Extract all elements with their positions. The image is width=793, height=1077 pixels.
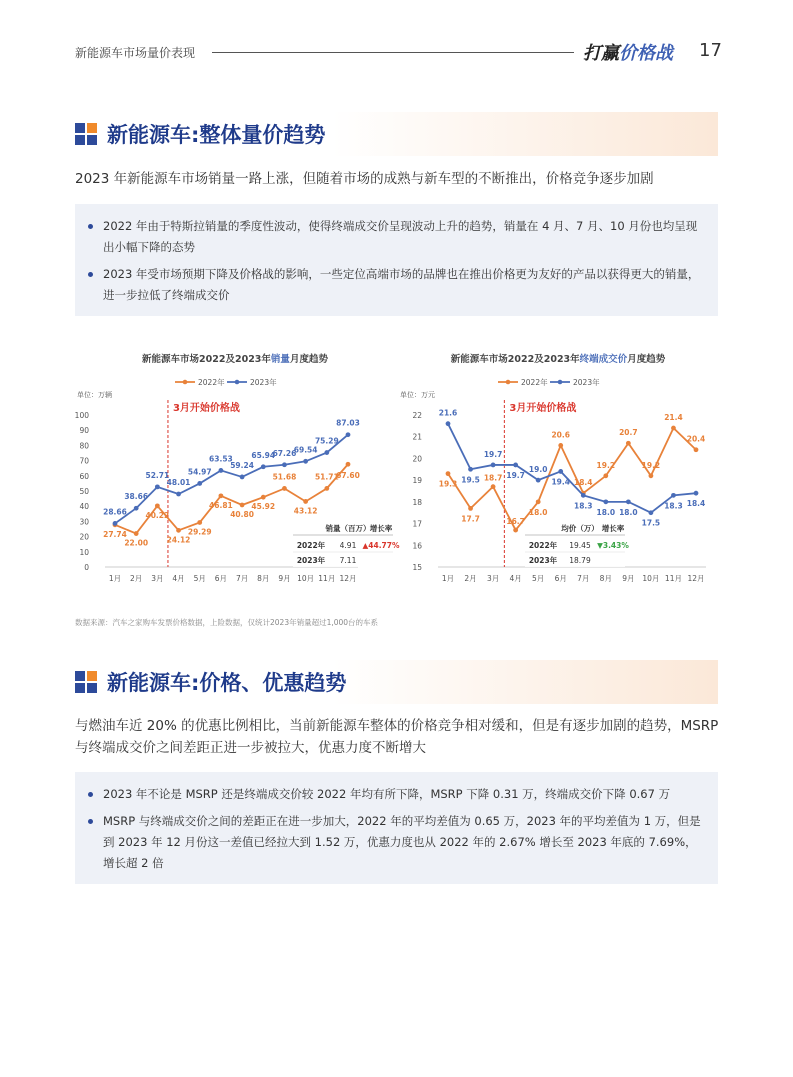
data-label: 45.92 bbox=[251, 502, 276, 512]
data-point bbox=[446, 471, 451, 476]
data-point bbox=[324, 486, 329, 491]
x-tick-label: 1月 bbox=[108, 574, 122, 583]
data-point bbox=[324, 450, 329, 455]
data-point bbox=[468, 467, 473, 472]
y-tick-label: 17 bbox=[412, 519, 422, 529]
data-point bbox=[346, 432, 351, 437]
data-point bbox=[197, 520, 202, 525]
data-point bbox=[346, 462, 351, 467]
price-war-annotation: 3月开始价格战 bbox=[172, 403, 240, 414]
data-label: 51.68 bbox=[272, 472, 297, 482]
x-tick-label: 10月 bbox=[642, 574, 660, 583]
data-label: 18.7 bbox=[483, 473, 503, 483]
axis-unit: 单位：万元 bbox=[400, 391, 435, 399]
data-label: 48.01 bbox=[166, 478, 191, 488]
y-tick-label: 70 bbox=[79, 456, 89, 466]
table-header: 增长率 bbox=[369, 524, 393, 533]
bullet-item: 2022 年由于特斯拉销量的季度性波动，使得终端成交价呈现波动上升的趋势，销量在 4 月、7 月、10 月份也均呈现出小幅下降的态势 bbox=[103, 216, 708, 258]
chart-title-highlight: 销量 bbox=[270, 354, 290, 365]
data-label: 54.97 bbox=[187, 467, 212, 477]
header-brand bbox=[583, 39, 673, 65]
data-label: 18.4 bbox=[574, 478, 593, 488]
x-tick-label: 6月 bbox=[214, 574, 228, 583]
data-label: 20.6 bbox=[551, 430, 570, 440]
x-tick-label: 8月 bbox=[257, 574, 270, 583]
y-tick-label: 60 bbox=[79, 471, 89, 481]
x-tick-label: 7月 bbox=[235, 574, 249, 583]
data-point bbox=[261, 495, 266, 500]
legend-label: 2022年 bbox=[198, 378, 225, 387]
x-tick-label: 9月 bbox=[278, 574, 291, 583]
y-tick-label: 100 bbox=[74, 411, 89, 420]
legend-label: 2023年 bbox=[250, 378, 277, 387]
data-label: 19.0 bbox=[528, 465, 548, 475]
legend-label: 2023年 bbox=[573, 378, 600, 387]
bullet-item: MSRP 与终端成交价之间的差距正在进一步加大，2022 年的平均差值为 0.65 万，2023 年的平均差值为 1 万，但是到 2023 年 12 月份这一差值已经拉大到 1.52 万，优惠力度也从 2022 年的 2.67% 增长至 2023 年底的 7.69%，增长超 2 倍 bbox=[103, 811, 708, 874]
data-point bbox=[134, 531, 139, 536]
chart-title-part: 新能源车市场2022及2023年 bbox=[142, 354, 271, 365]
data-label: 27.74 bbox=[103, 529, 127, 539]
data-point bbox=[155, 503, 160, 508]
data-point bbox=[176, 492, 181, 497]
y-tick-label: 18 bbox=[412, 497, 422, 507]
data-label: 52.71 bbox=[145, 470, 170, 480]
data-point bbox=[219, 493, 224, 498]
table-header: 增长率 bbox=[601, 524, 625, 533]
legend-marker bbox=[183, 380, 188, 385]
y-tick-label: 16 bbox=[412, 541, 422, 551]
data-point bbox=[113, 521, 118, 526]
data-label: 20.7 bbox=[619, 428, 638, 438]
sales-chart bbox=[74, 340, 400, 590]
data-label: 19.2 bbox=[596, 460, 616, 470]
data-label: 69.54 bbox=[293, 445, 318, 455]
data-point bbox=[491, 463, 496, 468]
data-point bbox=[649, 510, 654, 515]
data-label: 87.03 bbox=[336, 418, 360, 428]
data-label: 24.12 bbox=[166, 535, 191, 545]
data-label: 65.94 bbox=[251, 450, 276, 460]
data-point bbox=[513, 463, 518, 468]
table-cell: 2023年 bbox=[528, 556, 558, 565]
x-tick-label: 3月 bbox=[151, 574, 164, 583]
bullet-box-2 bbox=[75, 772, 718, 884]
chart-title-part: 新能源车市场2022及2023年 bbox=[450, 354, 580, 365]
y-tick-label: 10 bbox=[79, 547, 89, 557]
data-point bbox=[240, 475, 245, 480]
y-tick-label: 40 bbox=[79, 502, 89, 512]
bullet-box-1 bbox=[75, 204, 718, 316]
data-point bbox=[468, 506, 473, 511]
data-label: 18.3 bbox=[664, 501, 683, 511]
data-label: 75.29 bbox=[314, 436, 339, 446]
data-label: 51.71 bbox=[314, 472, 339, 482]
brand-part-b: 价格战 bbox=[619, 43, 673, 64]
data-label: 28.66 bbox=[103, 507, 127, 517]
x-tick-label: 12月 bbox=[687, 574, 705, 583]
data-point bbox=[197, 481, 202, 486]
table-cell: 2023年 bbox=[296, 556, 326, 565]
data-point bbox=[240, 503, 245, 508]
data-point bbox=[694, 491, 699, 496]
x-tick-label: 6月 bbox=[554, 574, 567, 583]
data-point bbox=[536, 478, 541, 483]
bullet-item: 2023 年受市场预期下降及价格战的影响，一些定位高端市场的品牌也在推出价格更为友好的产品以获得更大的销量，进一步拉低了终端成交价 bbox=[103, 264, 708, 306]
data-label: 40.80 bbox=[230, 509, 254, 519]
x-tick-label: 5月 bbox=[193, 574, 206, 583]
table-cell: ▼3.43% bbox=[597, 541, 629, 550]
y-tick-label: 0 bbox=[84, 563, 89, 572]
data-point bbox=[282, 486, 287, 491]
x-tick-label: 4月 bbox=[172, 574, 185, 583]
x-tick-label: 4月 bbox=[509, 574, 522, 583]
table-cell: 19.45 bbox=[569, 541, 591, 550]
section-icon bbox=[75, 671, 97, 693]
table-cell: 4.91 bbox=[339, 541, 357, 550]
data-label: 17.5 bbox=[641, 518, 661, 528]
x-tick-label: 2月 bbox=[130, 574, 143, 583]
y-tick-label: 15 bbox=[412, 563, 422, 572]
data-point bbox=[536, 499, 541, 504]
data-point bbox=[134, 506, 139, 511]
y-tick-label: 22 bbox=[412, 411, 422, 420]
data-point bbox=[603, 473, 608, 478]
x-tick-label: 11月 bbox=[664, 574, 682, 583]
chart-title-part: 月度趋势 bbox=[627, 354, 666, 365]
table-header: 销量（百万） bbox=[325, 524, 371, 533]
data-label: 19.5 bbox=[461, 475, 480, 485]
data-point bbox=[261, 464, 266, 469]
data-label: 19.2 bbox=[641, 460, 661, 470]
legend-marker bbox=[235, 380, 240, 385]
x-tick-label: 1月 bbox=[441, 574, 455, 583]
y-tick-label: 50 bbox=[79, 487, 89, 496]
data-label: 22.00 bbox=[124, 538, 149, 548]
data-point bbox=[446, 421, 451, 426]
data-point bbox=[626, 499, 631, 504]
data-label: 29.29 bbox=[187, 527, 212, 537]
data-point bbox=[671, 426, 676, 431]
data-label: 63.53 bbox=[209, 454, 233, 464]
data-point bbox=[671, 493, 676, 498]
data-label: 19.3 bbox=[438, 479, 458, 489]
x-tick-label: 2月 bbox=[464, 574, 477, 583]
table-cell: 18.79 bbox=[569, 556, 591, 565]
header-section-label: 新能源车市场量价表现 bbox=[75, 46, 196, 60]
data-label: 19.7 bbox=[483, 449, 503, 459]
y-tick-label: 30 bbox=[79, 517, 89, 527]
header-divider bbox=[212, 52, 574, 53]
section-title-2: 新能源车:价格、优惠趋势 bbox=[107, 671, 347, 695]
data-point bbox=[155, 484, 160, 489]
axis-unit: 单位：万辆 bbox=[77, 391, 112, 399]
data-label: 17.7 bbox=[461, 514, 480, 524]
section-icon bbox=[75, 123, 97, 145]
x-tick-label: 5月 bbox=[532, 574, 545, 583]
data-point bbox=[558, 469, 563, 474]
x-tick-label: 7月 bbox=[577, 574, 590, 583]
chart-title bbox=[142, 353, 328, 365]
table-cell: 2022年 bbox=[528, 541, 558, 550]
y-tick-label: 20 bbox=[412, 454, 422, 464]
section-lead-2: 与燃油车近 20% 的优惠比例相比，当前新能源车整体的价格竞争相对缓和，但是有逐步加剧的趋势，MSRP 与终端成交价之间差距正进一步被拉大，优惠力度不断增大 bbox=[75, 718, 719, 756]
data-label: 18.0 bbox=[619, 507, 638, 517]
data-label: 16.7 bbox=[506, 517, 525, 527]
table-cell: 2022年 bbox=[296, 541, 326, 550]
bullet-item: 2023 年不论是 MSRP 还是终端成交价较 2022 年均有所下降，MSRP 下降 0.31 万，终端成交价下降 0.67 万 bbox=[103, 784, 708, 805]
legend-label: 2022年 bbox=[521, 378, 548, 387]
data-point bbox=[491, 484, 496, 489]
y-tick-label: 80 bbox=[79, 441, 89, 451]
data-label: 59.24 bbox=[230, 460, 254, 470]
data-label: 18.4 bbox=[686, 499, 706, 509]
price-war-annotation: 3月开始价格战 bbox=[509, 403, 577, 414]
data-point bbox=[603, 499, 608, 504]
table-cell: ▲44.77% bbox=[362, 541, 400, 550]
price-chart bbox=[398, 340, 718, 590]
x-tick-label: 9月 bbox=[622, 574, 635, 583]
data-label: 21.4 bbox=[664, 413, 683, 423]
data-point bbox=[694, 447, 699, 452]
y-tick-label: 20 bbox=[79, 532, 89, 542]
data-point bbox=[282, 462, 287, 467]
data-label: 46.81 bbox=[209, 500, 233, 510]
data-label: 20.4 bbox=[686, 434, 706, 444]
data-label: 38.66 bbox=[124, 492, 149, 502]
data-point bbox=[219, 468, 224, 473]
y-tick-label: 19 bbox=[412, 476, 422, 486]
section-lead-1: 2023 年新能源车市场销量一路上涨，但随着市场的成熟与新车型的不断推出，价格竞争逐步加剧 bbox=[75, 171, 654, 187]
data-label: 67.26 bbox=[272, 448, 297, 458]
section-header-2 bbox=[75, 660, 718, 704]
data-label: 67.60 bbox=[336, 471, 360, 481]
data-point bbox=[581, 493, 586, 498]
legend-marker bbox=[506, 380, 511, 385]
data-label: 40.22 bbox=[145, 510, 170, 520]
data-point bbox=[626, 441, 631, 446]
data-label: 19.4 bbox=[551, 477, 570, 487]
data-point bbox=[303, 499, 308, 504]
brand-part-a: 打赢 bbox=[583, 43, 619, 64]
x-tick-label: 8月 bbox=[599, 574, 612, 583]
data-label: 18.3 bbox=[574, 501, 593, 511]
section-title-1: 新能源车:整体量价趋势 bbox=[107, 123, 326, 147]
y-tick-label: 21 bbox=[412, 432, 422, 442]
table-cell: 7.11 bbox=[339, 556, 357, 565]
data-label: 21.6 bbox=[438, 408, 458, 418]
chart-title-part: 月度趋势 bbox=[289, 354, 328, 365]
x-tick-label: 10月 bbox=[297, 574, 315, 583]
page-number: 17 bbox=[699, 40, 722, 61]
x-tick-label: 12月 bbox=[339, 574, 357, 583]
data-label: 43.12 bbox=[293, 506, 318, 516]
section-header-1 bbox=[75, 112, 718, 156]
data-label: 18.0 bbox=[596, 507, 616, 517]
data-point bbox=[176, 528, 181, 533]
data-source-note: 数据来源：汽车之家购车发票价格数据，上险数据，仅统计2023年销量超过1,000台的车系 bbox=[75, 618, 379, 627]
x-tick-label: 3月 bbox=[486, 574, 500, 583]
data-point bbox=[649, 473, 654, 478]
chart-title-highlight: 终端成交价 bbox=[579, 354, 628, 365]
data-point bbox=[558, 443, 563, 448]
data-point bbox=[303, 459, 308, 464]
chart-title bbox=[451, 353, 666, 365]
y-tick-label: 90 bbox=[79, 426, 89, 436]
data-label: 18.0 bbox=[528, 507, 548, 517]
legend-marker bbox=[558, 380, 563, 385]
x-tick-label: 11月 bbox=[318, 574, 336, 583]
table-header: 均价（万） bbox=[561, 524, 599, 533]
data-point bbox=[513, 528, 518, 533]
data-label: 19.7 bbox=[506, 470, 525, 480]
